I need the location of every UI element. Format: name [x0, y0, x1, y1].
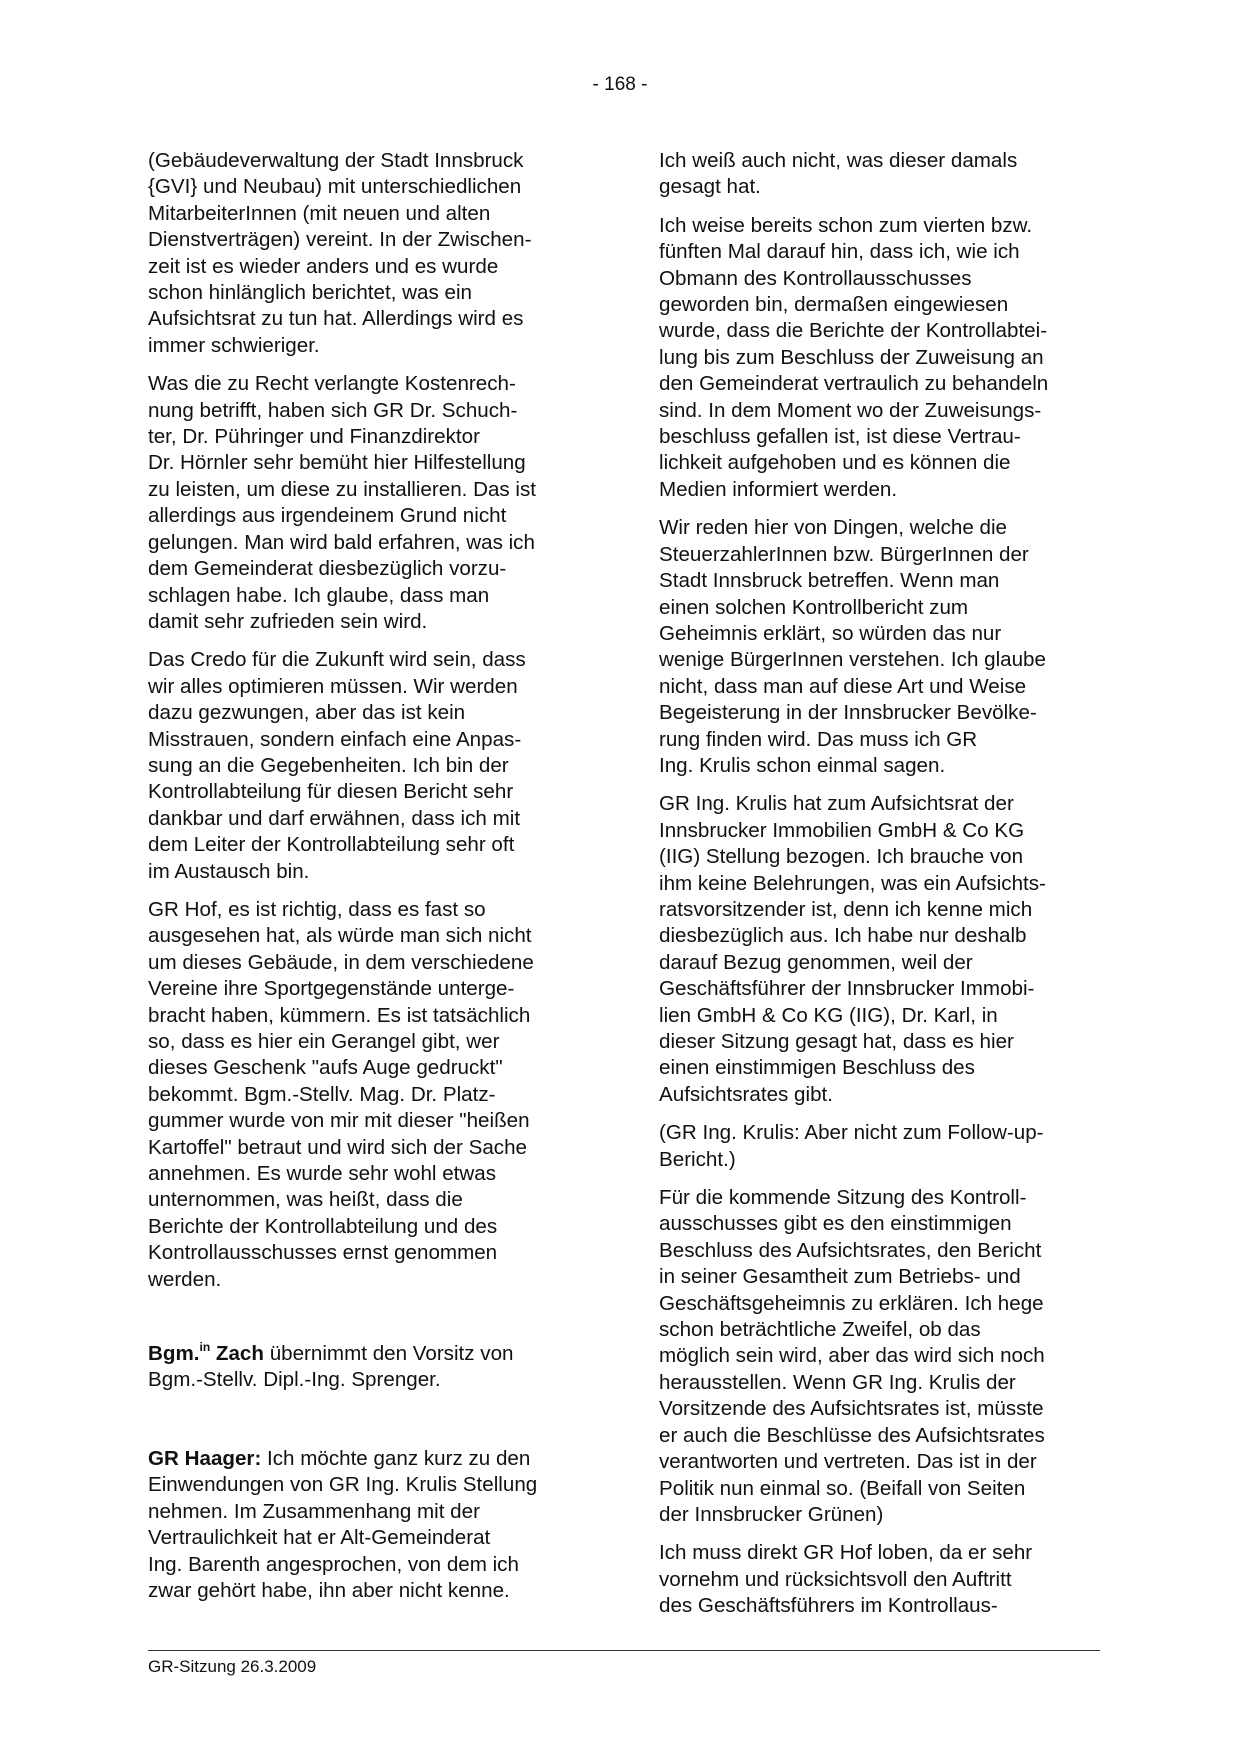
paragraph: Was die zu Recht verlangte Kostenrech- nung betrifft, haben sich GR Dr. Schuch- ter, Dr. Pühringer und Finanzdirektor Dr. Hörnler sehr bemüht hier Hilfestellung zu leisten, um diese zu installieren. Das ist allerdings aus irgendeinem Grund nicht gelungen. Man wird bald erfahren, was ich dem Gemeinderat diesbezüglich vorzu- schlagen habe. Ich glaube, dass man damit sehr zufrieden sein wird. [148, 372, 537, 633]
paragraph: Ich muss direkt GR Hof loben, da er sehr vornehm und rücksichtsvoll den Auftritt des Geschäftsführers im Kontrollaus- [659, 1541, 1033, 1618]
paragraph: Wir reden hier von Dingen, welche die SteuerzahlerInnen bzw. BürgerInnen der Stadt Innsbruck betreffen. Wenn man einen solchen Kontrollbericht zum Geheimnis erklärt, so würden das nur wenige BürgerInnen verstehen. Ich glaube nicht, dass man auf diese Art und Weise Begeisterung in der Innsbrucker Bevölke- rung finden wird. Das muss ich GR Ing. Krulis schon einmal sagen. [659, 516, 1046, 777]
speaker-name: Bgm.$^{in}$ Zach [148, 1340, 264, 1366]
footer-text: GR-Sitzung 26.3.2009 [148, 1657, 317, 1676]
right-column [659, 148, 1099, 1632]
paragraph: (Gebäudeverwaltung der Stadt Innsbruck {GVI} und Neubau) mit unterschiedlichen MitarbeiterInnen (mit neuen und alten Dienstverträgen) vereint. In der Zwischen- zeit ist es wieder anders und es wurde schon hinlänglich berichtet, was ein Aufsichtsrat zu tun hat. Allerdings wird es immer schwieriger. [148, 149, 532, 357]
paragraph: GR Hof, es ist richtig, dass es fast so ausgesehen hat, als würde man sich nicht um dieses Gebäude, in dem verschiedene Vereine ihre Sportgegenstände unterge- bracht haben, kümmern. Es ist tatsächlich so, dass es hier ein Gerangel gibt, wer dieses Geschenk "aufs Auge gedruckt" bekommt. Bgm.-Stellv. Mag. Dr. Platz- gummer wurde von mir mit dieser "heißen Kartoffel" betraut und wird sich der Sache annehmen. Es wurde sehr wohl etwas unternommen, was heißt, dass die Berichte der Kontrollabteilung und des Kontrollausschusses ernst genommen werden. [148, 897, 534, 1291]
paragraph: GR Ing. Krulis hat zum Aufsichtsrat der Innsbrucker Immobilien GmbH & Co KG (IIG) Stellung bezogen. Ich brauche von ihm keine Belehrungen, was ein Aufsichts- ratsvorsitzender ist, denn ich kenne mich diesbezüglich aus. Ich habe nur deshalb darauf Bezug genommen, weil der Geschäftsführer der Innsbrucker Immobi- lien GmbH & Co KG (IIG), Dr. Karl, in dieser Sitzung gesagt hat, dass es hier einen einstimmigen Beschluss des Aufsichtsrates gibt. [659, 792, 1046, 1106]
paragraph: Ich weiß auch nicht, was dieser damals gesagt hat. [659, 149, 1018, 199]
chair-change-paragraph: Bgm.$^{in}$ Zach übernimmt den Vorsitz von Bgm.-Stellv. Dipl.-Ing. Sprenger. [148, 1340, 514, 1392]
interjection: (GR Ing. Krulis: Aber nicht zum Follow-up- Bericht.) [659, 1121, 1044, 1171]
paragraph: Ich weise bereits schon zum vierten bzw. fünften Mal darauf hin, dass ich, wie ich Obmann des Kontrollausschusses geworden bin, dermaßen eingewiesen wurde, dass die Berichte der Kontrollabtei- lung bis zum Beschluss der Zuweisung an den Gemeinderat vertraulich zu behandeln sind. In dem Moment wo der Zuweisungs- beschluss gefallen ist, ist diese Vertrau- lichkeit aufgehoben und es können die Medien informiert werden. [659, 213, 1049, 501]
footer-divider [148, 1650, 1100, 1651]
paragraph: Für die kommende Sitzung des Kontroll- ausschusses gibt es den einstimmigen Beschluss des Aufsichtsrates, den Bericht in seiner Gesamtheit zum Betriebs- und Geschäftsgeheimnis zu erklären. Ich hege schon beträchtliche Zweifel, ob das möglich sein wird, aber das wird sich noch herausstellen. Wenn GR Ing. Krulis der Vorsitzende des Aufsichtsrates ist, müsste er auch die Beschlüsse des Aufsichtsrates verantworten und vertreten. Das ist in der Politik nun einmal so. (Beifall von Seiten der Innsbrucker Grünen) [659, 1186, 1045, 1526]
paragraph: Das Credo für die Zukunft wird sein, dass wir alles optimieren müssen. Wir werden dazu gezwungen, aber das ist kein Misstrauen, sondern einfach eine Anpas- sung an die Gegebenheiten. Ich bin der Kontrollabteilung für diesen Bericht sehr dankbar und darf erwähnen, dass ich mit dem Leiter der Kontrollabteilung sehr oft im Austausch bin. [148, 648, 526, 883]
left-column [148, 148, 588, 1616]
page-number: - 168 - [592, 74, 648, 95]
haager-paragraph: GR Haager: Ich möchte ganz kurz zu den Einwendungen von GR Ing. Krulis Stellung nehmen. Im Zusammenhang mit der Vertraulichkeit hat er Alt-Gemeinderat Ing. Barenth angesprochen, von dem ich zwar gehört habe, ihn aber nicht kenne. [148, 1446, 538, 1602]
speaker-name: GR Haager: [148, 1446, 262, 1470]
